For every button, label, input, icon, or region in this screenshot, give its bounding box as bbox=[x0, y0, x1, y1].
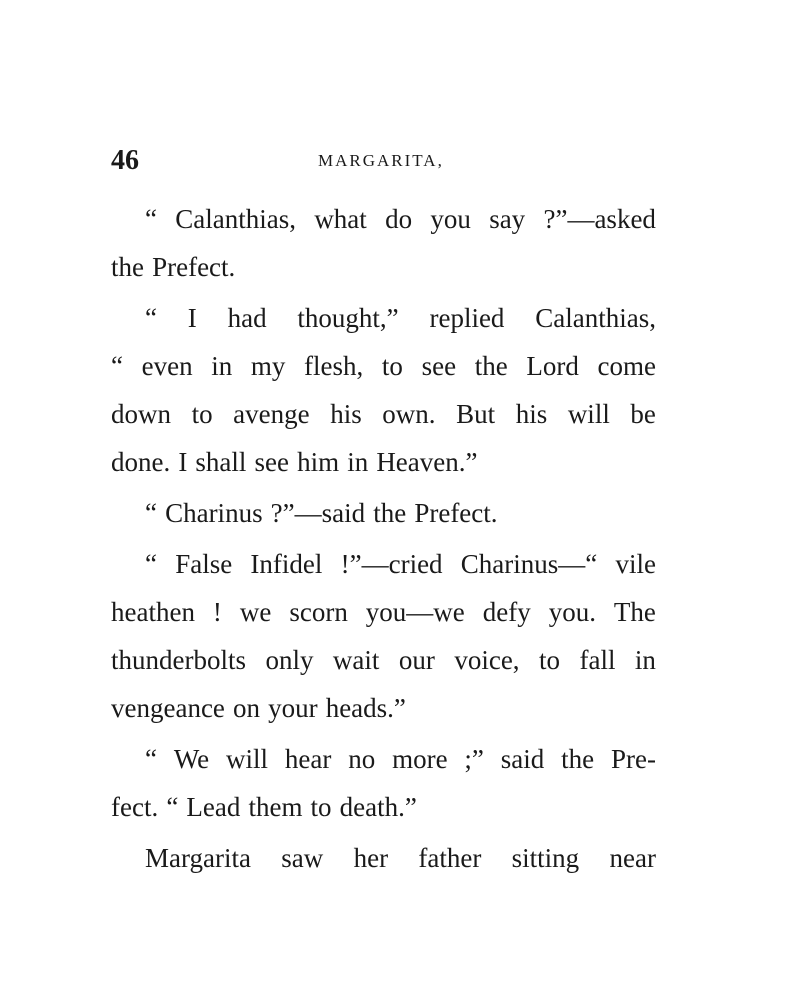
text-line bbox=[111, 540, 656, 588]
word: Prefect. bbox=[414, 498, 498, 528]
word: you—we bbox=[365, 597, 465, 627]
word: shall bbox=[195, 447, 247, 477]
text-line bbox=[111, 489, 656, 537]
word: will bbox=[226, 744, 269, 774]
word: Charinus bbox=[165, 498, 263, 528]
text-line bbox=[111, 438, 656, 486]
word: do bbox=[385, 204, 413, 234]
word: his bbox=[330, 399, 362, 429]
word: The bbox=[613, 597, 656, 627]
text-line bbox=[111, 735, 656, 783]
word: death.” bbox=[339, 792, 417, 822]
word: avenge bbox=[233, 399, 310, 429]
word: vengeance bbox=[111, 693, 225, 723]
word: my bbox=[250, 351, 286, 381]
word: the bbox=[373, 498, 407, 528]
text-line bbox=[111, 294, 656, 342]
word: Pre- bbox=[611, 744, 656, 774]
word: replied bbox=[429, 303, 505, 333]
word: “ bbox=[166, 792, 179, 822]
word: to bbox=[539, 645, 561, 675]
word: in bbox=[347, 447, 369, 477]
word: only bbox=[265, 645, 314, 675]
word: more bbox=[392, 744, 448, 774]
text-line bbox=[111, 195, 656, 243]
word: you bbox=[430, 204, 471, 234]
text-line bbox=[111, 588, 656, 636]
text-line bbox=[111, 783, 656, 831]
text-line bbox=[111, 834, 656, 882]
word: to bbox=[310, 792, 332, 822]
word: will bbox=[567, 399, 610, 429]
word: say bbox=[489, 204, 526, 234]
word: sitting bbox=[511, 843, 580, 873]
word: in bbox=[634, 645, 656, 675]
word: own. bbox=[382, 399, 436, 429]
word: you. bbox=[548, 597, 596, 627]
word: “ bbox=[145, 204, 157, 234]
word: said bbox=[500, 744, 545, 774]
word: “ bbox=[145, 498, 157, 528]
word: heathen bbox=[111, 597, 195, 627]
word: “ bbox=[111, 351, 123, 381]
word: her bbox=[353, 843, 389, 873]
word: see bbox=[254, 447, 289, 477]
word: near bbox=[609, 843, 656, 873]
word: in bbox=[211, 351, 233, 381]
word: fall bbox=[579, 645, 616, 675]
word: “ bbox=[145, 549, 157, 579]
word: ?”—asked bbox=[543, 204, 656, 234]
word: vile bbox=[615, 549, 656, 579]
word: Calanthias, bbox=[535, 303, 656, 333]
word: down bbox=[111, 399, 171, 429]
text-line bbox=[111, 636, 656, 684]
word: be bbox=[630, 399, 656, 429]
word: Infidel bbox=[250, 549, 323, 579]
word: False bbox=[175, 549, 233, 579]
word: Margarita bbox=[145, 843, 251, 873]
text-line bbox=[111, 342, 656, 390]
word: on bbox=[233, 693, 261, 723]
text-line bbox=[111, 243, 656, 291]
word: But bbox=[456, 399, 496, 429]
word: hear bbox=[284, 744, 332, 774]
word: had bbox=[227, 303, 267, 333]
text-line bbox=[111, 390, 656, 438]
word: Heaven.” bbox=[376, 447, 478, 477]
word: to bbox=[191, 399, 213, 429]
word: saw bbox=[281, 843, 324, 873]
word: ;” bbox=[464, 744, 484, 774]
word: no bbox=[348, 744, 376, 774]
word: thought,” bbox=[297, 303, 399, 333]
body-text bbox=[111, 195, 656, 882]
word: heads.” bbox=[325, 693, 406, 723]
word: we bbox=[239, 597, 272, 627]
word: defy bbox=[482, 597, 531, 627]
text-line bbox=[111, 684, 656, 732]
word: him bbox=[297, 447, 340, 477]
word: thunderbolts bbox=[111, 645, 246, 675]
word: Calanthias, bbox=[175, 204, 297, 234]
running-head: MARGARITA, bbox=[318, 151, 444, 170]
word: We bbox=[173, 744, 210, 774]
word: what bbox=[314, 204, 367, 234]
word: ! bbox=[212, 597, 222, 627]
word: our bbox=[398, 645, 435, 675]
word: Lead bbox=[186, 792, 241, 822]
word: father bbox=[418, 843, 482, 873]
word: the bbox=[111, 252, 144, 282]
word: see bbox=[421, 351, 457, 381]
word: the bbox=[474, 351, 508, 381]
word: ?”—said bbox=[270, 498, 366, 528]
word: come bbox=[597, 351, 656, 381]
word: scorn bbox=[289, 597, 348, 627]
word: flesh, bbox=[304, 351, 364, 381]
word: even bbox=[141, 351, 193, 381]
word: to bbox=[381, 351, 403, 381]
word: “ bbox=[145, 744, 157, 774]
word: the bbox=[561, 744, 595, 774]
word: wait bbox=[332, 645, 380, 675]
page-number: 46 bbox=[111, 145, 139, 176]
word: them bbox=[248, 792, 303, 822]
word: Lord bbox=[526, 351, 579, 381]
word: your bbox=[268, 693, 318, 723]
word: !”—cried bbox=[340, 549, 443, 579]
word: done. bbox=[111, 447, 171, 477]
word: Prefect. bbox=[152, 252, 236, 282]
word: “ bbox=[145, 303, 157, 333]
word: I bbox=[178, 447, 188, 477]
word: fect. bbox=[111, 792, 159, 822]
word: I bbox=[187, 303, 197, 333]
word: his bbox=[515, 399, 548, 429]
word: Charinus—“ bbox=[460, 549, 598, 579]
word: voice, bbox=[454, 645, 520, 675]
